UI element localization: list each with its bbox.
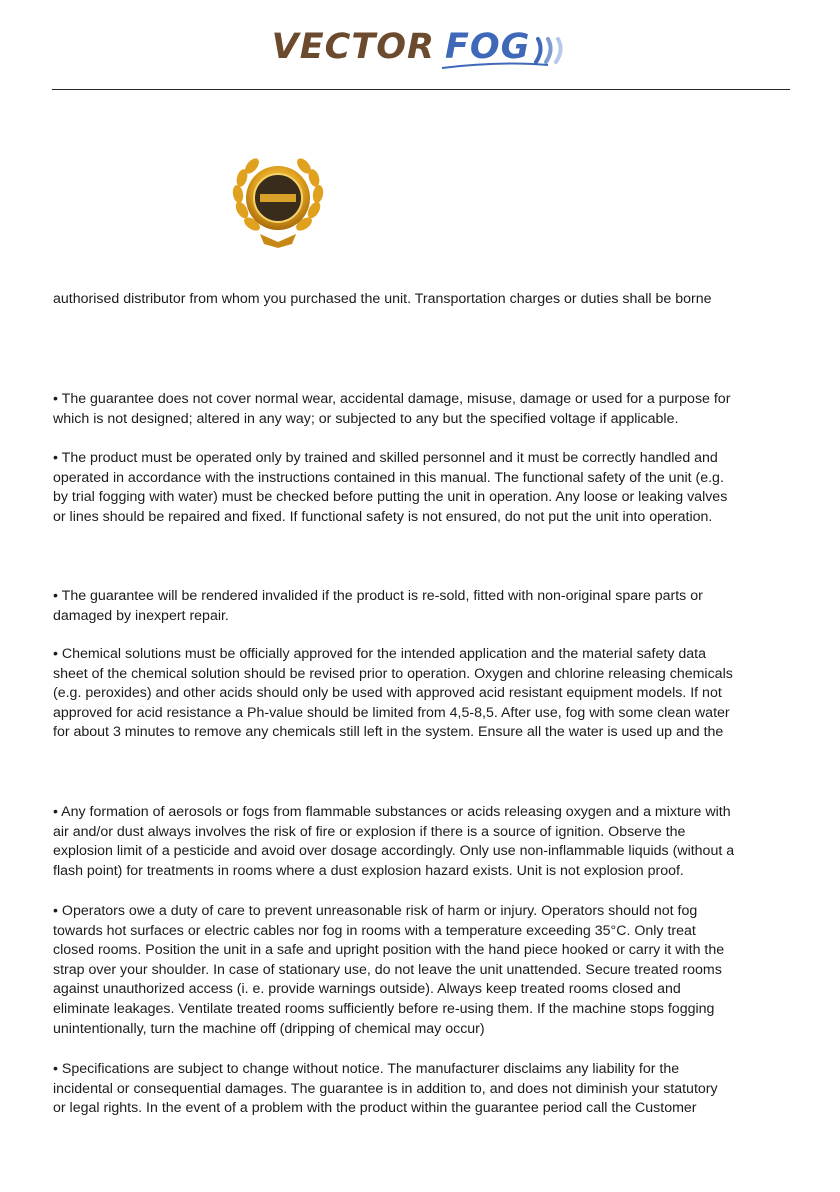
- paragraph-line: strap over your shoulder. In case of stationary use, do not leave the unit unattended. Secure treated rooms: [53, 961, 722, 978]
- paragraph-line: • The guarantee does not cover normal wear, accidental damage, misuse, damage or used for a purpose for: [53, 391, 731, 407]
- brand-word-fog: FOG: [444, 27, 531, 67]
- paragraph-line: which is not designed; altered in any way; or subjected to any but the specified voltage if applicable.: [53, 410, 679, 427]
- paragraph-line: for about 3 minutes to remove any chemicals still left in the system. Ensure all the water is used up and the: [53, 724, 724, 741]
- brand-word-vector: VECTOR: [271, 27, 435, 67]
- brand-logo: [0, 22, 840, 72]
- paragraph-line: explosion limit of a pesticide and avoid over dosage accordingly. Only use non-inflammable liquids (without a: [53, 843, 735, 860]
- paragraph-3: [53, 449, 793, 527]
- paragraph-line: • Chemical solutions must be officially approved for the intended application and the material safety data: [53, 646, 706, 662]
- paragraph-8: [53, 1060, 793, 1119]
- paragraph-4: [53, 587, 793, 626]
- paragraph-7: [53, 902, 793, 1039]
- paragraph-line: sheet of the chemical solution should be revised prior to operation. Oxygen and chlorine releasing chemicals: [53, 665, 733, 682]
- paragraph-line: damaged by inexpert repair.: [53, 607, 229, 624]
- paragraph-line: eliminate leakages. Ventilate treated rooms sufficiently before re-using them. If the machine stops fogging: [53, 1000, 715, 1017]
- guarantee-seal-icon: [226, 148, 330, 252]
- logo-swoosh-icon: [440, 59, 550, 71]
- paragraph-line: authorised distributor from whom you purchased the unit. Transportation charges or duties shall be borne: [53, 291, 712, 307]
- paragraph-line: closed rooms. Position the unit in a safe and upright position with the hand piece hooked or carry it with the: [53, 942, 725, 959]
- paragraph-line: flash point) for treatments in rooms where a dust explosion hazard exists. Unit is not explosion proof.: [53, 862, 684, 879]
- paragraph-6: [53, 803, 793, 881]
- paragraph-line: by trial fogging with water) must be checked before putting the unit in operation. Any loose or leaking valves: [53, 489, 728, 506]
- paragraph-line: unintentionally, turn the machine off (dripping of chemical may occur): [53, 1020, 485, 1037]
- paragraph-line: incidental or consequential damages. The guarantee is in addition to, and does not diminish your statutory: [53, 1080, 718, 1097]
- paragraph-line: • Any formation of aerosols or fogs from flammable substances or acids releasing oxygen and a mixture with: [53, 804, 731, 820]
- paragraph-5: [53, 645, 793, 743]
- paragraph-line: or legal rights. In the event of a problem with the product within the guarantee period call the Customer: [53, 1100, 697, 1117]
- paragraph-line: operated in accordance with the instructions contained in this manual. The functional safety of the unit (e.g.: [53, 469, 724, 486]
- paragraph-line: • Specifications are subject to change without notice. The manufacturer disclaims any liability for the: [53, 1061, 680, 1077]
- paragraph-line: or lines should be repaired and fixed. If functional safety is not ensured, do not put the unit into operation.: [53, 508, 713, 525]
- paragraph-line: approved for acid resistance a Ph-value should be limited from 4,5-8,5. After use, fog with some clean water: [53, 704, 730, 721]
- paragraph-line: • The product must be operated only by trained and skilled personnel and it must be correctly handled and: [53, 450, 718, 466]
- paragraph-line: towards hot surfaces or electric cables nor fog in rooms with a temperature exceeding 35°C. Only treat: [53, 922, 696, 939]
- paragraph-line: • The guarantee will be rendered invalided if the product is re-sold, fitted with non-original spare parts or: [53, 588, 703, 604]
- paragraph-line: against unauthorized access (i. e. provide warnings outside). Always keep treated rooms closed and: [53, 981, 681, 998]
- header-divider: [52, 89, 790, 90]
- paragraph-line: air and/or dust always involves the risk of fire or explosion if there is a source of ignition. Observe the: [53, 823, 686, 840]
- paragraph-1: [53, 290, 793, 310]
- paragraph-line: (e.g. peroxides) and other acids should only be used with approved acid resistant equipment models. If not: [53, 685, 722, 702]
- paragraph-2: [53, 390, 793, 429]
- paragraph-line: • Operators owe a duty of care to prevent unreasonable risk of harm or injury. Operators should not fog: [53, 903, 698, 919]
